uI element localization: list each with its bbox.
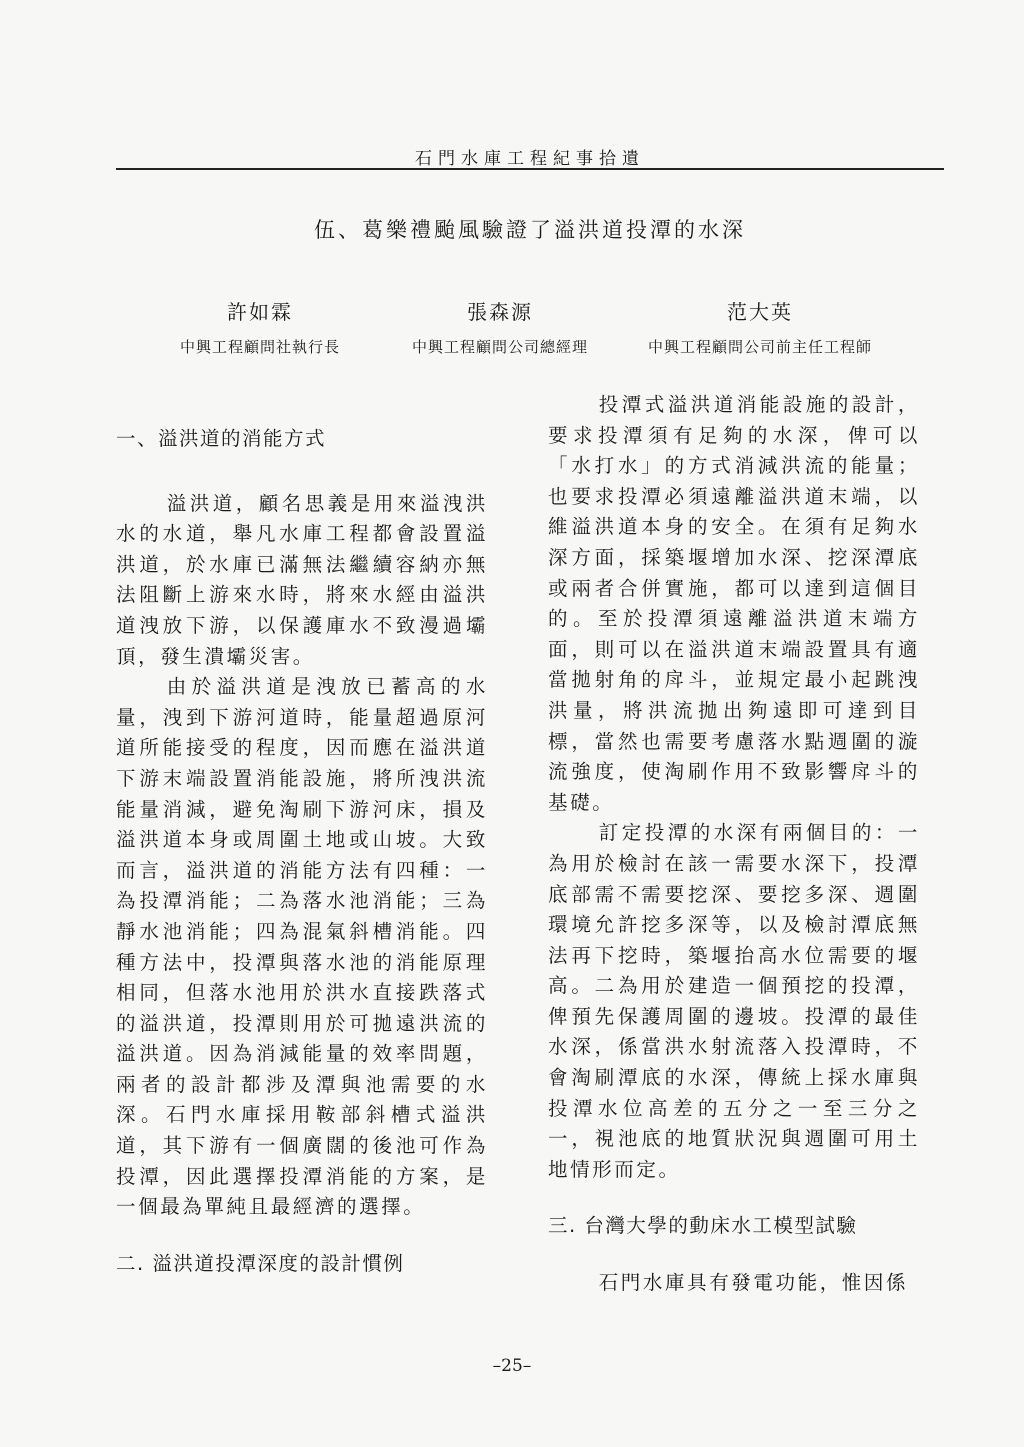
page-number: –25– xyxy=(492,1356,532,1376)
section-heading-3: 三. 台灣大學的動床水工模型試驗 xyxy=(548,1214,858,1238)
body-paragraph: 訂定投潭的水深有兩個目的：一為用於檢討在該一需要水深下，投潭底部需不需要挖深、要挖多深、週圍環境允許挖多深等，以及檢討潭底無法再下挖時，築堰抬高水位需要的堰高。二為用於建造一個預挖的投潭，俾預先保護周圍的邊坡。投潭的最佳水深，係當洪水射流落入投潭時，不會淘刷潭底的水深，傳統上採水庫與投潭水位高差的五分之一至三分之一，視池底的地質狀況與週圍可用土地情形而定。 xyxy=(548,821,920,1181)
author-affiliation: 中興工程顧問公司總經理 xyxy=(411,338,588,356)
author-name: 許如霖 xyxy=(227,300,293,324)
author-affiliation: 中興工程顧問公司前主任工程師 xyxy=(647,338,872,356)
author-3 xyxy=(620,296,900,357)
body-paragraph: 溢洪道，顧名思義是用來溢洩洪水的水道，舉凡水庫工程都會設置溢洪道，於水庫已滿無法繼續容納亦無法阻斷上游來水時，將來水經由溢洪道洩放下游，以保護庫水不致漫過壩頂，發生潰壩災害。 xyxy=(116,491,488,668)
running-head: 石門水庫工程紀事拾遺 xyxy=(415,149,645,169)
author-name: 范大英 xyxy=(727,300,793,324)
article-title: 伍、葛樂禮颱風驗證了溢洪道投潭的水深 xyxy=(314,218,746,242)
body-paragraph: 投潭式溢洪道消能設施的設計，要求投潭須有足夠的水深，俾可以「水打水」的方式消減洪流的能量；也要求投潭必須遠離溢洪道末端，以維溢洪道本身的安全。在須有足夠水深方面，採築堰增加水深、挖深潭底或兩者合併實施，都可以達到這個目的。至於投潭須遠離溢洪道末端方面，則可以在溢洪道末端設置具有適當拋射角的戽斗，並規定最小起跳洩洪量，將洪流拋出夠遠即可達到目標，當然也需要考慮落水點週圍的漩流強度，使淘刷作用不致影響戽斗的基礎。 xyxy=(548,393,920,814)
author-1 xyxy=(150,296,370,357)
body-paragraph: 石門水庫具有發電功能，惟因係 xyxy=(598,1271,909,1295)
author-name: 張森源 xyxy=(467,300,533,324)
header-rule xyxy=(116,168,944,170)
right-column xyxy=(548,390,920,1299)
section-heading-2: 二. 溢洪道投潭深度的設計慣例 xyxy=(116,1251,405,1275)
left-column xyxy=(116,390,488,1279)
body-paragraph: 由於溢洪道是洩放已蓄高的水量，洩到下游河道時，能量超過原河道所能接受的程度，因而應在溢洪道下游末端設置消能設施，將所洩洪流能量消減，避免淘刷下游河床，損及溢洪道本身或周圍土地或山坡。大致而言，溢洪道的消能方法有四種：一為投潭消能；二為落水池消能；三為靜水池消能；四為混氣斜槽消能。四種方法中，投潭與落水池的消能原理相同，但落水池用於洪水直接跌落式的溢洪道，投潭則用於可拋遠洪流的溢洪道。因為消減能量的效率問題，兩者的設計都涉及潭與池需要的水深。石門水庫採用鞍部斜槽式溢洪道，其下游有一個廣闊的後池可作為投潭，因此選擇投潭消能的方案，是一個最為單純且最經濟的選擇。 xyxy=(116,675,488,1219)
author-affiliation: 中興工程顧問社執行長 xyxy=(179,338,340,356)
section-heading-1: 一、溢洪道的消能方式 xyxy=(116,427,327,450)
author-2 xyxy=(390,296,610,357)
